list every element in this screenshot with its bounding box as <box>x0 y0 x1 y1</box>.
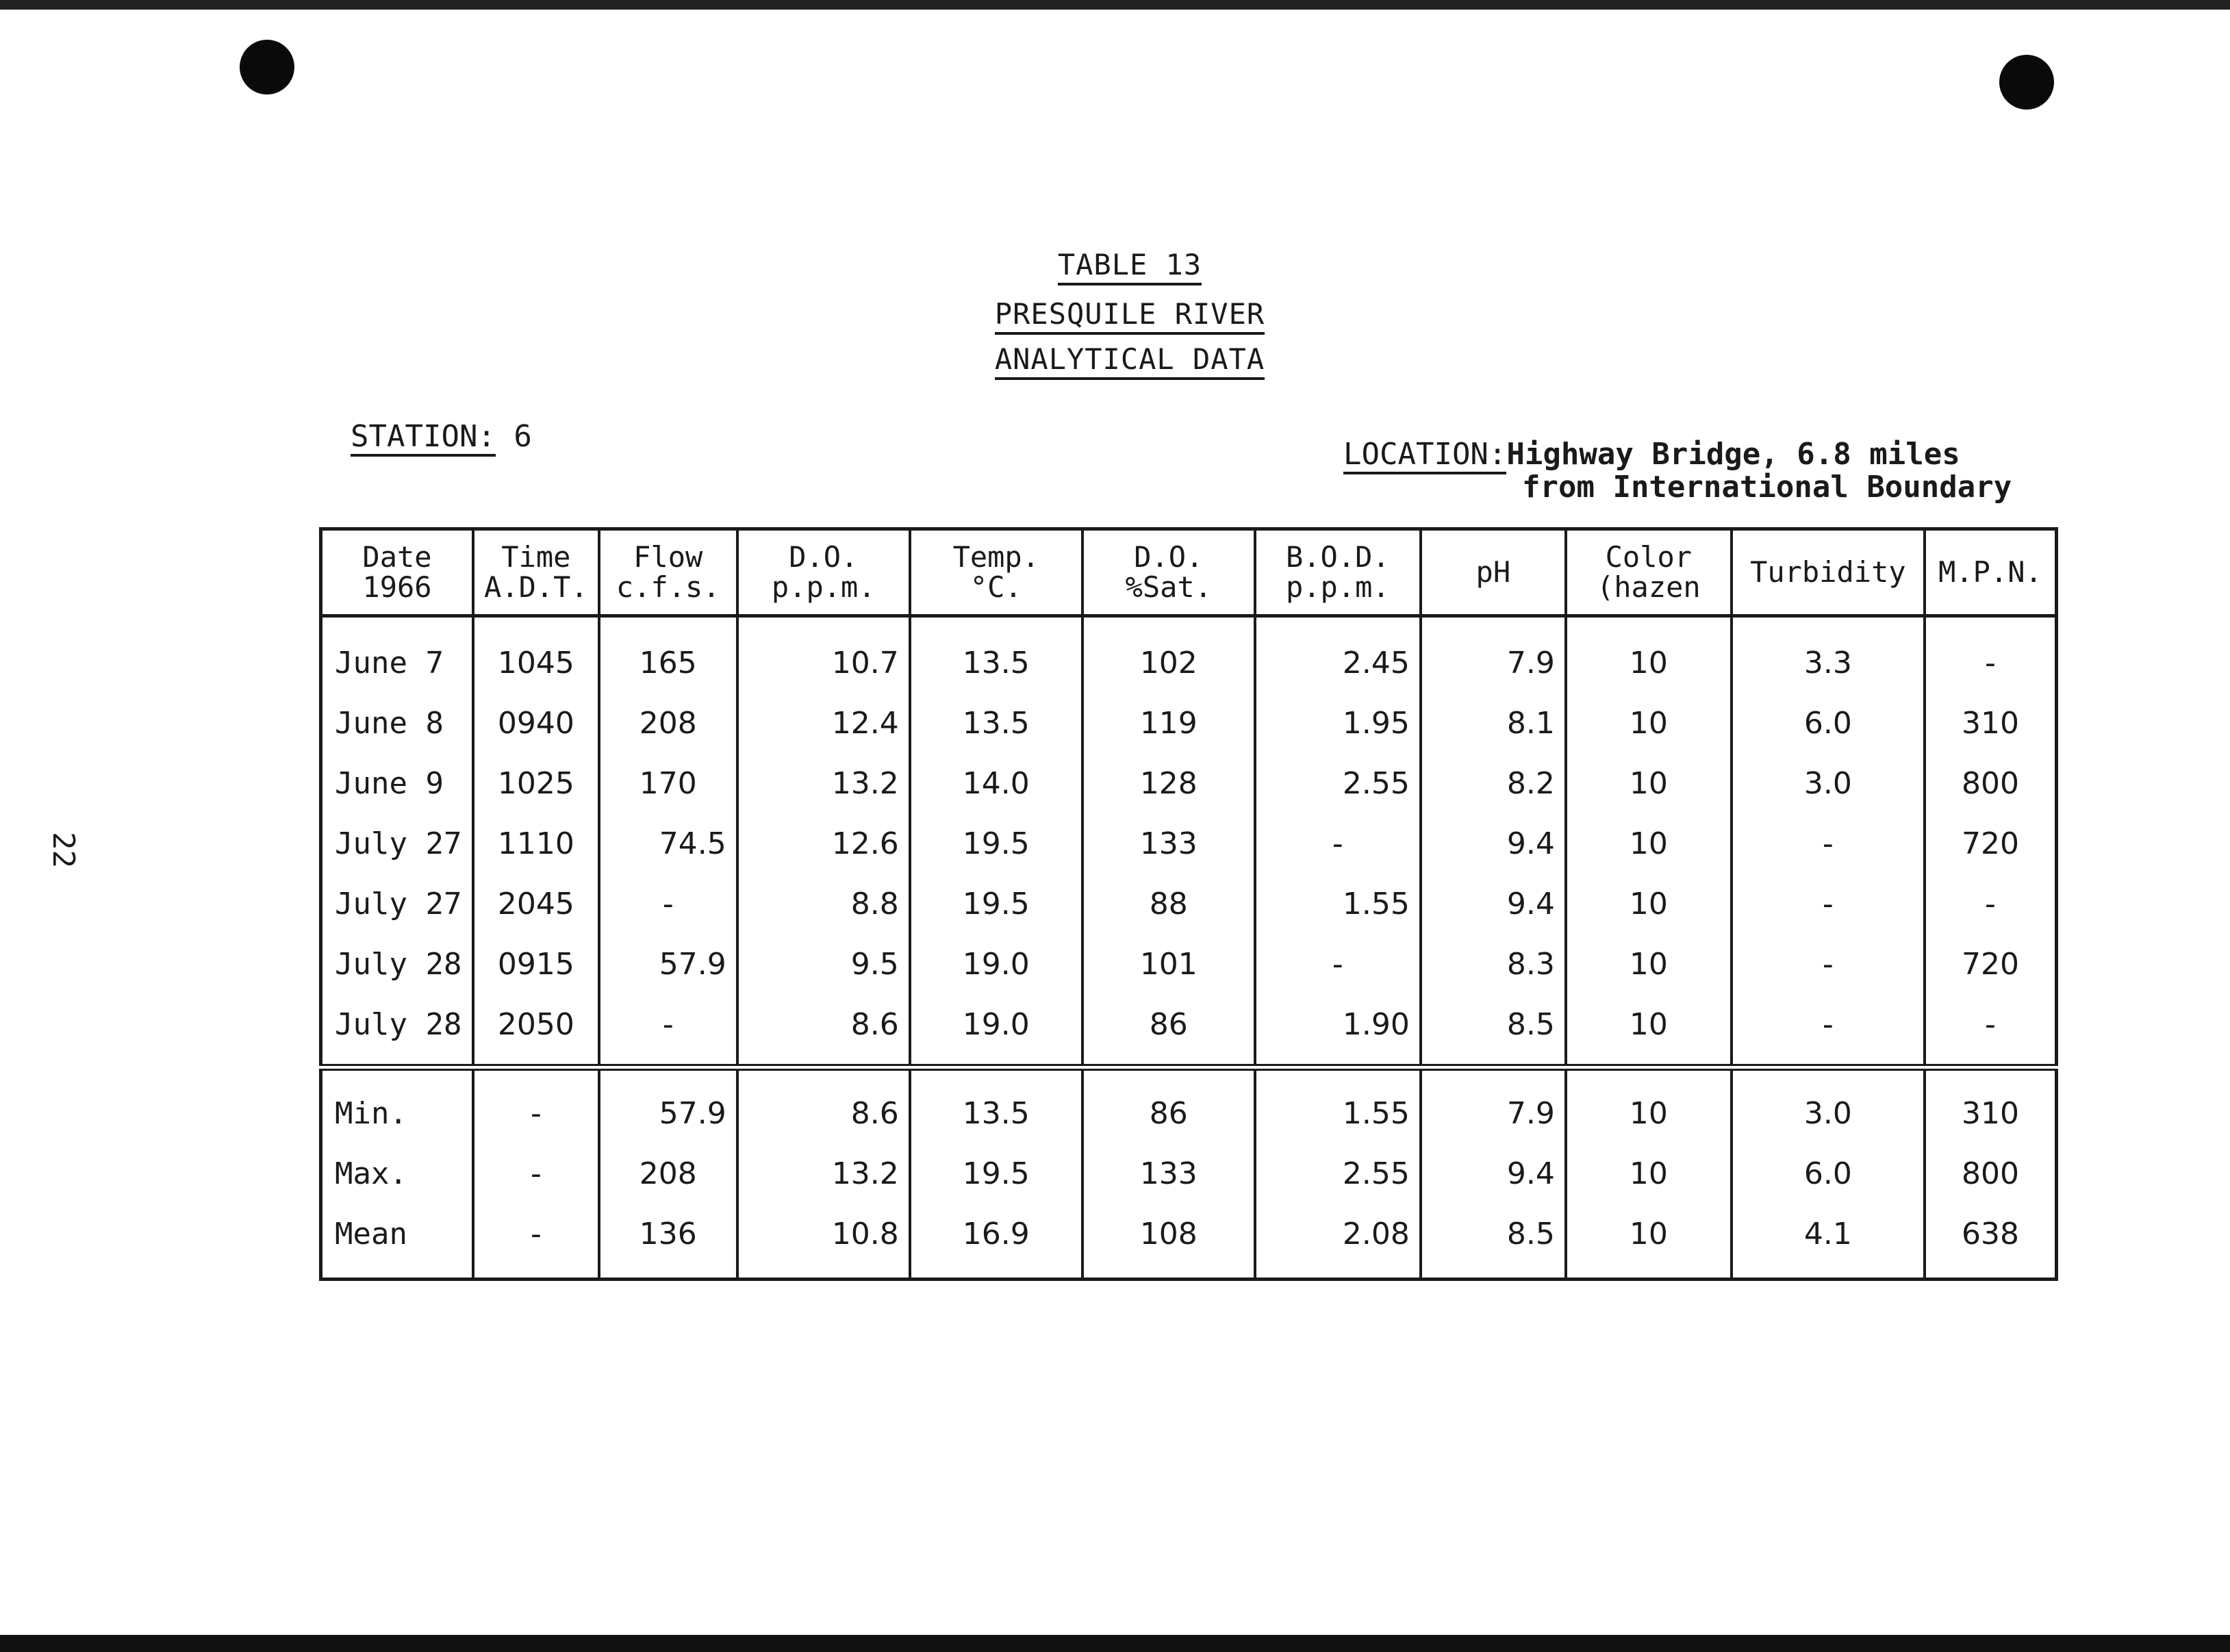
analytical-data-table <box>319 527 2058 1281</box>
table-header-row <box>321 529 2057 616</box>
river-name: PRESQUILE RIVER <box>890 297 1369 331</box>
cell-bod: - <box>1255 813 1421 874</box>
cell-stat-label: Mean <box>321 1204 474 1280</box>
cell-date: July 28 <box>321 994 474 1067</box>
cell-do-sat: 133 <box>1082 1143 1255 1204</box>
cell-time: 0940 <box>473 693 599 753</box>
cell-time: - <box>473 1204 599 1280</box>
cell-do-ppm: 10.7 <box>737 616 910 694</box>
cell-mpn: - <box>1925 994 2057 1067</box>
cell-bod: 1.55 <box>1255 1067 1421 1143</box>
cell-do-ppm: 9.5 <box>737 934 910 994</box>
cell-bod: 1.90 <box>1255 994 1421 1067</box>
cell-ph: 8.5 <box>1421 994 1566 1067</box>
cell-flow: 170 <box>599 753 737 813</box>
location-line-2: from International Boundary <box>1522 470 2012 505</box>
cell-temp: 14.0 <box>910 753 1082 813</box>
punch-hole-left <box>240 40 294 94</box>
cell-temp: 13.5 <box>910 1067 1082 1143</box>
table-row <box>321 934 2057 994</box>
cell-mpn: - <box>1925 616 2057 694</box>
cell-mpn: - <box>1925 874 2057 934</box>
cell-mpn: 800 <box>1925 1143 2057 1204</box>
table-row <box>321 693 2057 753</box>
cell-time: 1110 <box>473 813 599 874</box>
cell-ph: 9.4 <box>1421 874 1566 934</box>
table-label: TABLE 13 <box>890 248 1369 281</box>
cell-time: 2045 <box>473 874 599 934</box>
cell-temp: 13.5 <box>910 616 1082 694</box>
header-time: Time A.D.T. <box>473 529 599 616</box>
cell-turbidity: 3.0 <box>1732 753 1925 813</box>
cell-ph: 7.9 <box>1421 1067 1566 1143</box>
cell-turbidity: 6.0 <box>1732 693 1925 753</box>
cell-date: July 27 <box>321 874 474 934</box>
table-row <box>321 813 2057 874</box>
cell-ph: 8.5 <box>1421 1204 1566 1280</box>
cell-bod: 1.95 <box>1255 693 1421 753</box>
cell-bod: 1.55 <box>1255 874 1421 934</box>
header-temp: Temp. °C. <box>910 529 1082 616</box>
cell-turbidity: 3.3 <box>1732 616 1925 694</box>
cell-turbidity: - <box>1732 994 1925 1067</box>
summary-row-mean <box>321 1204 2057 1280</box>
cell-flow: 208 <box>599 693 737 753</box>
cell-color: 10 <box>1566 1143 1732 1204</box>
punch-hole-right <box>1999 55 2054 110</box>
cell-ph: 9.4 <box>1421 1143 1566 1204</box>
cell-color: 10 <box>1566 753 1732 813</box>
cell-mpn: 720 <box>1925 934 2057 994</box>
cell-temp: 19.5 <box>910 874 1082 934</box>
cell-do-ppm: 13.2 <box>737 753 910 813</box>
cell-color: 10 <box>1566 813 1732 874</box>
cell-ph: 8.2 <box>1421 753 1566 813</box>
cell-mpn: 638 <box>1925 1204 2057 1280</box>
cell-flow: - <box>599 994 737 1067</box>
table-subtitle: ANALYTICAL DATA <box>890 342 1369 376</box>
cell-do-ppm: 13.2 <box>737 1143 910 1204</box>
cell-time: 2050 <box>473 994 599 1067</box>
location-label: LOCATION: <box>1343 437 1506 474</box>
header-do-sat: D.O. %Sat. <box>1082 529 1255 616</box>
cell-do-ppm: 8.8 <box>737 874 910 934</box>
station-info <box>351 419 532 454</box>
cell-do-ppm: 8.6 <box>737 1067 910 1143</box>
cell-stat-label: Min. <box>321 1067 474 1143</box>
header-ph: pH <box>1421 529 1566 616</box>
cell-color: 10 <box>1566 1204 1732 1280</box>
page-number: 22 <box>46 832 81 868</box>
header-date: Date 1966 <box>321 529 474 616</box>
table-row <box>321 616 2057 694</box>
cell-temp: 16.9 <box>910 1204 1082 1280</box>
cell-flow: - <box>599 874 737 934</box>
cell-temp: 19.5 <box>910 813 1082 874</box>
cell-temp: 13.5 <box>910 693 1082 753</box>
cell-mpn: 310 <box>1925 693 2057 753</box>
cell-date: June 8 <box>321 693 474 753</box>
station-label: STATION: <box>351 419 496 457</box>
cell-do-ppm: 12.6 <box>737 813 910 874</box>
cell-do-ppm: 12.4 <box>737 693 910 753</box>
header-color: Color (hazen <box>1566 529 1732 616</box>
cell-do-sat: 86 <box>1082 994 1255 1067</box>
cell-stat-label: Max. <box>321 1143 474 1204</box>
cell-color: 10 <box>1566 994 1732 1067</box>
cell-turbidity: 3.0 <box>1732 1067 1925 1143</box>
cell-turbidity: 6.0 <box>1732 1143 1925 1204</box>
cell-bod: 2.45 <box>1255 616 1421 694</box>
cell-color: 10 <box>1566 1067 1732 1143</box>
cell-do-sat: 86 <box>1082 1067 1255 1143</box>
cell-ph: 9.4 <box>1421 813 1566 874</box>
cell-do-sat: 128 <box>1082 753 1255 813</box>
cell-time: 0915 <box>473 934 599 994</box>
header-bod: B.O.D. p.p.m. <box>1255 529 1421 616</box>
cell-bod: 2.55 <box>1255 753 1421 813</box>
cell-time: - <box>473 1143 599 1204</box>
cell-color: 10 <box>1566 874 1732 934</box>
scan-edge-bottom <box>0 1635 2230 1652</box>
cell-turbidity: - <box>1732 874 1925 934</box>
cell-date: July 27 <box>321 813 474 874</box>
cell-do-sat: 101 <box>1082 934 1255 994</box>
header-do-ppm: D.O. p.p.m. <box>737 529 910 616</box>
cell-turbidity: - <box>1732 813 1925 874</box>
cell-temp: 19.0 <box>910 934 1082 994</box>
scan-edge-top <box>0 0 2230 10</box>
cell-do-sat: 108 <box>1082 1204 1255 1280</box>
header-mpn: M.P.N. <box>1925 529 2057 616</box>
cell-do-ppm: 10.8 <box>737 1204 910 1280</box>
station-value: 6 <box>514 419 532 454</box>
cell-time: 1045 <box>473 616 599 694</box>
cell-mpn: 310 <box>1925 1067 2057 1143</box>
cell-color: 10 <box>1566 934 1732 994</box>
cell-color: 10 <box>1566 693 1732 753</box>
cell-date: June 9 <box>321 753 474 813</box>
cell-ph: 8.3 <box>1421 934 1566 994</box>
location-info <box>1343 438 2012 504</box>
table-row <box>321 753 2057 813</box>
cell-ph: 7.9 <box>1421 616 1566 694</box>
cell-ph: 8.1 <box>1421 693 1566 753</box>
cell-do-sat: 88 <box>1082 874 1255 934</box>
cell-mpn: 800 <box>1925 753 2057 813</box>
summary-row-min <box>321 1067 2057 1143</box>
cell-flow: 136 <box>599 1204 737 1280</box>
cell-do-sat: 133 <box>1082 813 1255 874</box>
table-row <box>321 994 2057 1067</box>
cell-time: - <box>473 1067 599 1143</box>
cell-bod: - <box>1255 934 1421 994</box>
header-flow: Flow c.f.s. <box>599 529 737 616</box>
cell-flow: 74.5 <box>599 813 737 874</box>
header-turbidity: Turbidity <box>1732 529 1925 616</box>
summary-row-max <box>321 1143 2057 1204</box>
cell-do-ppm: 8.6 <box>737 994 910 1067</box>
cell-temp: 19.0 <box>910 994 1082 1067</box>
cell-color: 10 <box>1566 616 1732 694</box>
table-row <box>321 874 2057 934</box>
cell-time: 1025 <box>473 753 599 813</box>
cell-do-sat: 102 <box>1082 616 1255 694</box>
cell-turbidity: 4.1 <box>1732 1204 1925 1280</box>
cell-temp: 19.5 <box>910 1143 1082 1204</box>
cell-flow: 208 <box>599 1143 737 1204</box>
cell-date: July 28 <box>321 934 474 994</box>
location-line-1: Highway Bridge, 6.8 miles <box>1506 437 1960 472</box>
cell-mpn: 720 <box>1925 813 2057 874</box>
cell-flow: 57.9 <box>599 934 737 994</box>
cell-do-sat: 119 <box>1082 693 1255 753</box>
cell-turbidity: - <box>1732 934 1925 994</box>
cell-flow: 165 <box>599 616 737 694</box>
cell-bod: 2.55 <box>1255 1143 1421 1204</box>
cell-bod: 2.08 <box>1255 1204 1421 1280</box>
cell-date: June 7 <box>321 616 474 694</box>
cell-flow: 57.9 <box>599 1067 737 1143</box>
